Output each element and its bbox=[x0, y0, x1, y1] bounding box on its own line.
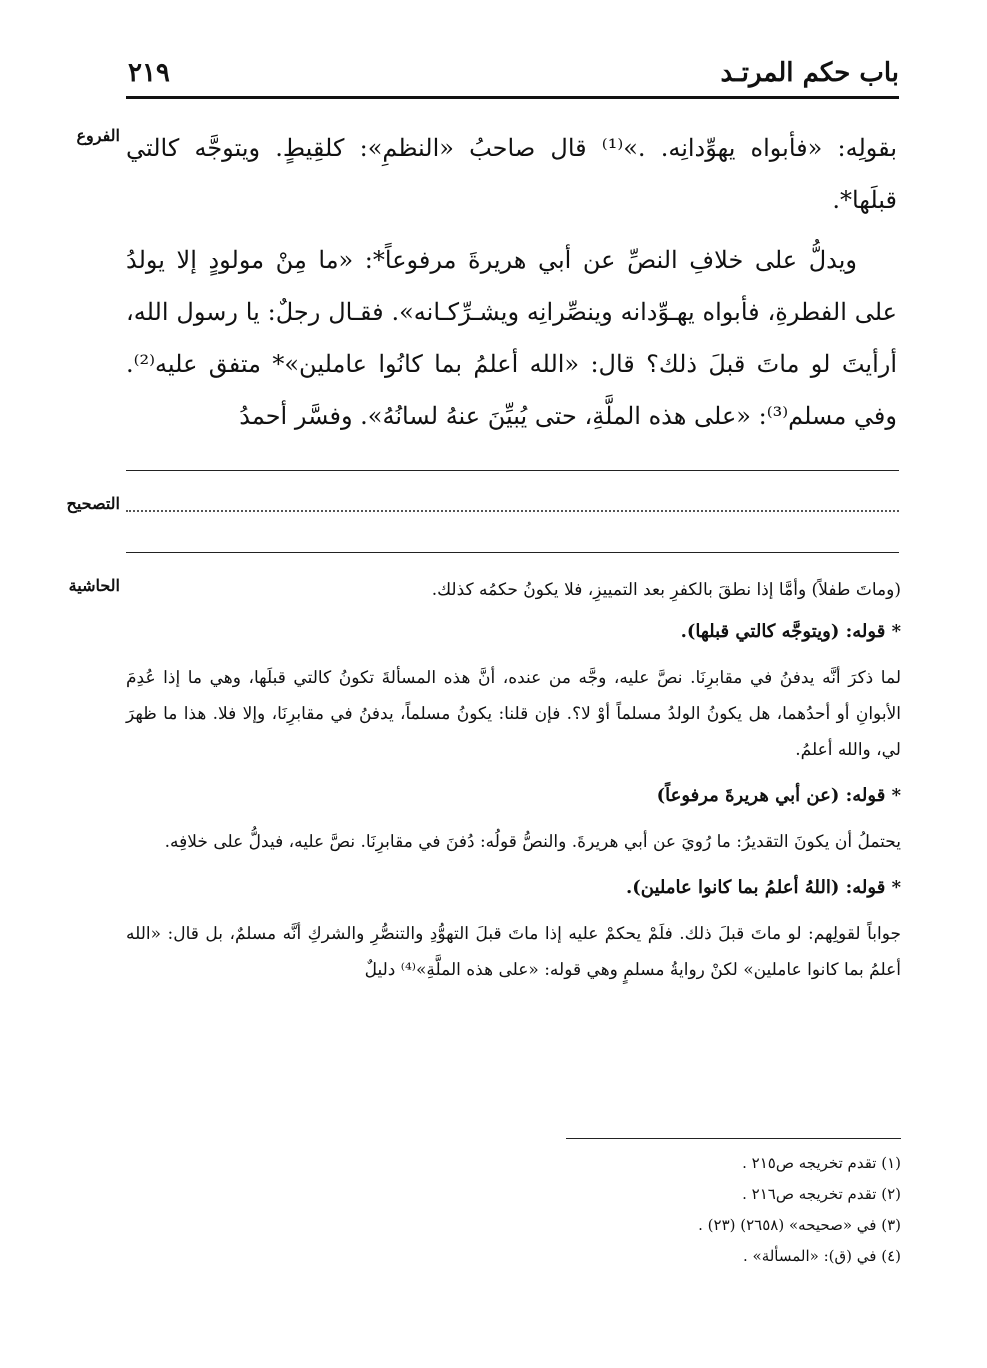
footnote-item: (٢) تقدم تخريجه ص٢١٦ . bbox=[742, 1185, 901, 1203]
label-furu: الفروع bbox=[76, 126, 120, 145]
commentary bbox=[126, 572, 901, 998]
main-paragraph-2: ويدلُّ على خلافِ النصِّ عن أبي هريرةَ مرفوعاً*: «ما مِنْ مولودٍ إلا يولدُ على الفطرةِ، فأبواه يهـوِّدانه وينصِّرانِه ويشـرِّكـانه». فقـال رجلٌ: يا رسول الله، أرأيتَ لو ماتَ قبلَ ذلك؟ قال: «الله أعلمُ بما كانُوا عاملين»* متفق عليه⁽²⁾. وفي مسلم⁽³⁾: «على هذه الملَّةِ، حتى يُبيِّنَ عنهُ لسانُهُ». وفسَّر أحمدُ bbox=[126, 246, 897, 430]
commentary-body: يحتملُ أن يكونَ التقديرُ: ما رُويَ عن أبي هريرةَ. والنصُّ قولُه: دُفنَ في مقابرِنَا. نصَّ عليه، فيدلُّ على خلافِه. bbox=[164, 832, 901, 852]
footnote-item: (٤) في (ق): «المسألة» . bbox=[742, 1247, 901, 1265]
header-divider bbox=[126, 96, 899, 99]
label-tashih: التصحيح bbox=[66, 494, 120, 513]
main-paragraph-1: بقولِه: «فأبواه يهوِّدانِه. .»⁽¹⁾ قال صاحبُ «النظمِ»: كلقِيطٍ. ويتوجَّه كالتي قبلَها*. bbox=[126, 134, 897, 214]
footnote-item: (٣) في «صحيحه» (٢٦٥٨) (٢٣) . bbox=[698, 1216, 901, 1234]
section-divider-bottom bbox=[126, 552, 899, 553]
chapter-title: باب حكم المرتـد bbox=[720, 58, 899, 88]
tashih-dotted-line bbox=[126, 510, 899, 512]
main-text bbox=[126, 122, 897, 442]
commentary-intro: (وماتَ طفلاً) وأمَّا إذا نطقَ بالكفرِ بعد التمييزِ، فلا يكونُ حكمُه كذلك. bbox=[431, 580, 901, 600]
page-number: ٢١٩ bbox=[128, 58, 170, 88]
footnote-divider bbox=[566, 1138, 901, 1139]
label-hashiya: الحاشية bbox=[68, 576, 120, 595]
footnotes bbox=[500, 1148, 901, 1272]
commentary-body: لما ذكرَ أنَّه يدفنُ في مقابرِنَا. نصَّ عليه، وجَّه من عنده، أنَّ هذه المسألةَ تكونُ كالتي قبلَها، وهي ما إذا عُدِمَ الأبوانِ أو أحدُهما، هل يكونُ الولدُ مسلماً أوْ لا؟. فإن قلنا: يكونُ مسلماً، يدفنُ في مقابرِنَا، وإلا فلا. هذا ما ظهرَ لي، والله أعلمُ. bbox=[126, 668, 901, 760]
commentary-body: جواباً لقولِهم: لو ماتَ قبلَ ذلك. فلَمْ يحكمْ عليه إذا ماتَ قبلَ التهوُّدِ والتنصُّرِ والشركِ أنَّه مسلمٌ، بل قال: «الله أعلمُ بما كانوا عاملين» لكنْ روايةُ مسلمٍ وهي قوله: «على هذه الملَّةِ»⁽⁴⁾ دليلٌ bbox=[126, 924, 901, 980]
commentary-heading: * قوله: (اللهُ أعلمُ بما كانوا عاملين). bbox=[626, 877, 901, 898]
footnote-item: (١) تقدم تخريجه ص٢١٥ . bbox=[742, 1154, 901, 1172]
commentary-heading: * قوله: (ويتوجَّه كالتي قبلها). bbox=[680, 621, 901, 642]
commentary-heading: * قوله: (عن أبي هريرةَ مرفوعاً) bbox=[656, 785, 901, 806]
section-divider-top bbox=[126, 470, 899, 471]
